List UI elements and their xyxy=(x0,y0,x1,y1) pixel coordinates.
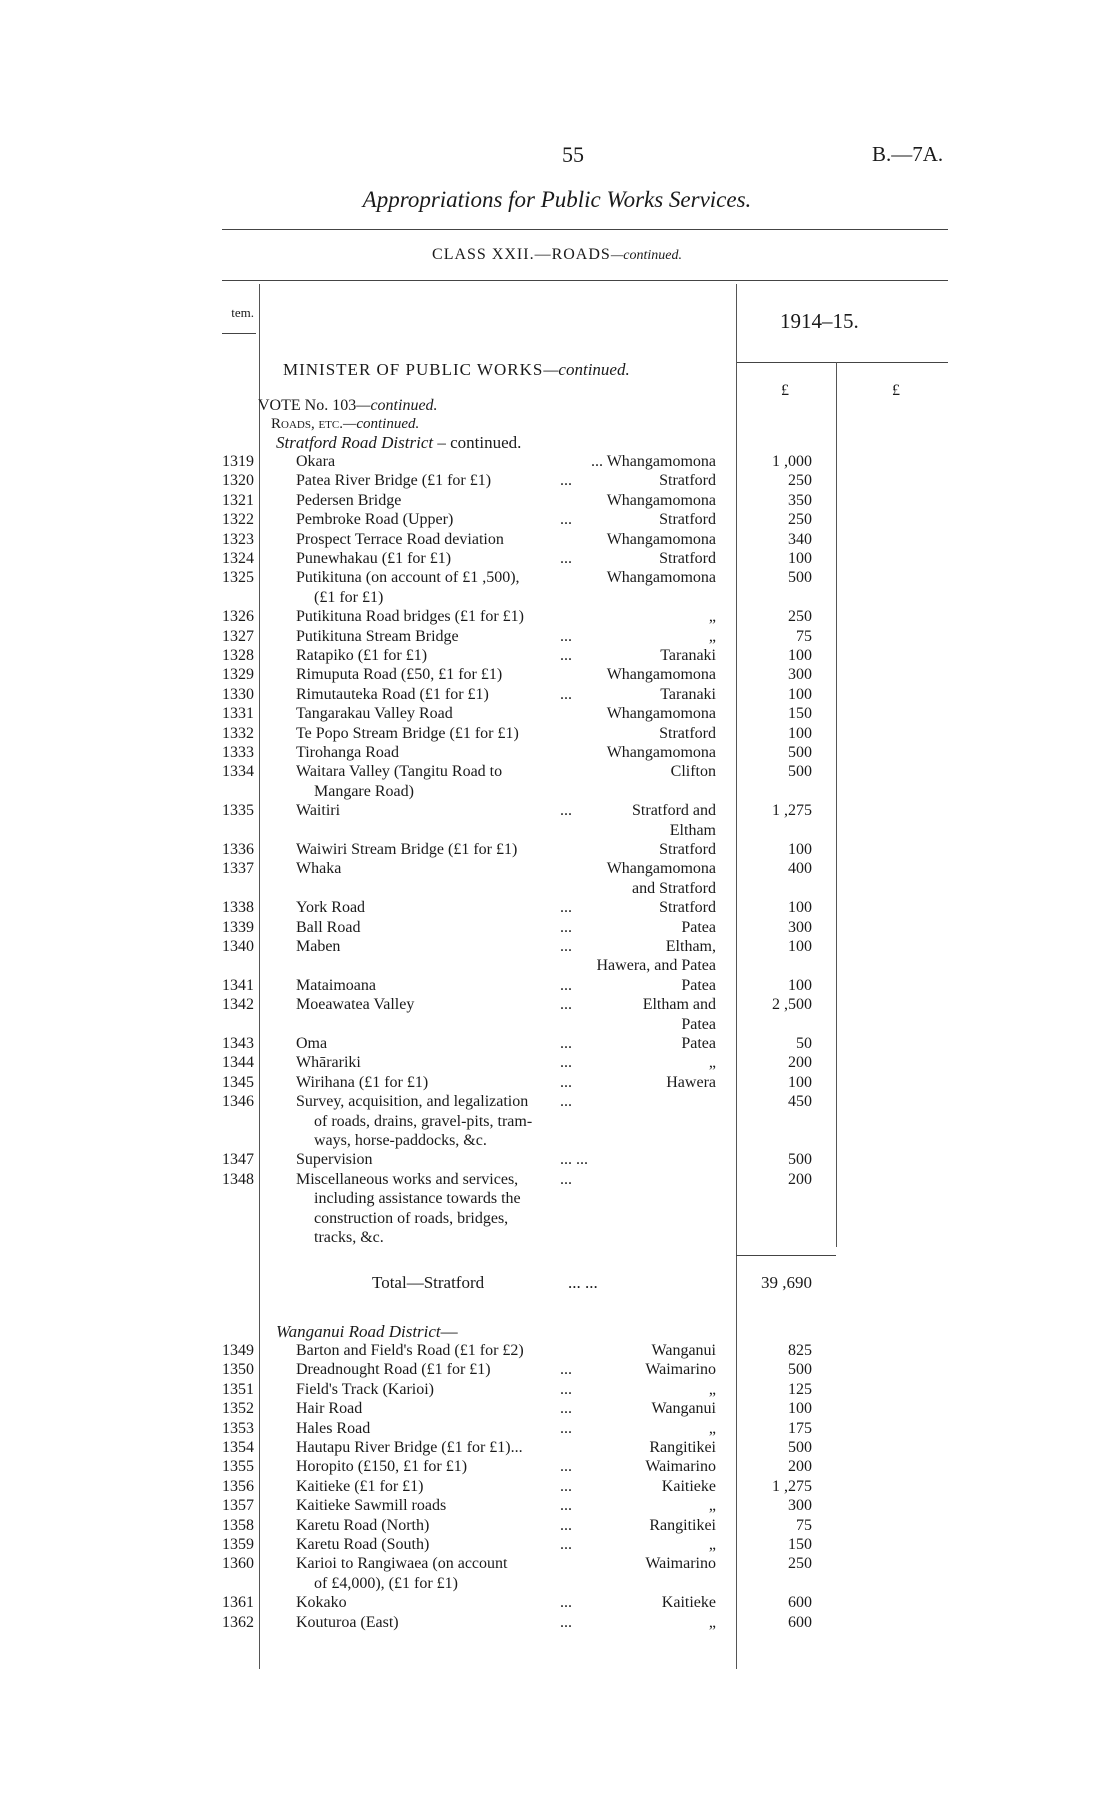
leader-dots: ... ... xyxy=(560,1151,588,1169)
item-amount: 340 xyxy=(788,530,812,548)
item-amount: 300 xyxy=(788,918,812,936)
item-name: Wirihana (£1 for £1) xyxy=(296,1073,429,1091)
item-district: Rangitikei xyxy=(649,1439,716,1456)
item-name: Karetu Road (North) xyxy=(296,1516,430,1534)
table-row xyxy=(0,1477,1114,1496)
leader-dots: ... xyxy=(560,627,572,645)
item-amount: 250 xyxy=(788,511,812,529)
item-name: Supervision xyxy=(296,1151,373,1169)
item-district: Taranaki xyxy=(660,685,716,703)
item-district: Patea xyxy=(681,918,716,936)
item-name-continued: ways, horse-paddocks, &c. xyxy=(314,1132,487,1149)
item-amount: 75 xyxy=(796,627,812,645)
table-row xyxy=(0,976,1114,995)
item-number: 1356 xyxy=(222,1477,254,1495)
item-district: Stratford xyxy=(659,472,716,490)
class-rule xyxy=(222,280,948,281)
item-amount: 2 ,500 xyxy=(772,996,812,1014)
item-amount: 500 xyxy=(788,1439,812,1456)
item-number: 1359 xyxy=(222,1536,254,1553)
item-district: Kaitieke xyxy=(661,1477,716,1495)
item-name-continued: Mangare Road) xyxy=(314,782,414,800)
table-row xyxy=(0,1399,1114,1418)
leader-dots: ... xyxy=(560,472,572,490)
item-district: ... Whangamomona xyxy=(590,453,716,470)
item-number: 1328 xyxy=(222,647,254,664)
item-name: Pedersen Bridge xyxy=(296,491,402,509)
item-district: Stratford xyxy=(659,841,716,858)
table-row xyxy=(0,995,1114,1014)
item-column-header: tem. xyxy=(231,305,254,320)
item-amount: 350 xyxy=(788,491,812,509)
item-name: Whārariki xyxy=(296,1054,361,1072)
pound-symbol-2: £ xyxy=(892,382,900,399)
item-district: Taranaki xyxy=(660,647,716,664)
table-row xyxy=(0,665,1114,684)
table-row xyxy=(0,491,1114,510)
table-row xyxy=(0,627,1114,646)
leader-dots: ... xyxy=(560,1594,572,1612)
item-district: „ xyxy=(708,627,716,645)
table-row xyxy=(0,1535,1114,1554)
item-amount: 50 xyxy=(796,1035,812,1052)
item-number: 1340 xyxy=(222,938,254,955)
item-number: 1350 xyxy=(222,1361,254,1379)
item-amount: 250 xyxy=(788,472,812,490)
table-row xyxy=(0,840,1114,859)
leader-dots: ... xyxy=(560,938,572,955)
leader-dots: ... xyxy=(560,1419,572,1437)
table-row xyxy=(0,1034,1114,1053)
item-number: 1347 xyxy=(222,1151,254,1169)
item-name: Rimutauteka Road (£1 for £1) xyxy=(296,685,489,703)
item-number: 1348 xyxy=(222,1170,254,1188)
item-district: „ xyxy=(708,1497,716,1515)
table-row xyxy=(0,1438,1114,1457)
item-name-continued: tracks, &c. xyxy=(314,1229,384,1246)
item-name: Whaka xyxy=(296,860,342,878)
wanganui-district-heading: Wanganui Road District— xyxy=(276,1322,458,1341)
item-number: 1332 xyxy=(222,724,254,742)
item-number: 1341 xyxy=(222,976,254,994)
item-number: 1360 xyxy=(222,1555,254,1573)
table-row xyxy=(0,743,1114,762)
item-amount: 150 xyxy=(788,1536,812,1553)
table-row xyxy=(0,530,1114,549)
item-name: Putikituna Road bridges (£1 for £1) xyxy=(296,608,524,626)
table-row xyxy=(0,1554,1114,1573)
table-row xyxy=(0,937,1114,956)
item-amount: 100 xyxy=(788,550,812,567)
item-district: Rangitikei xyxy=(649,1516,716,1534)
document-reference: B.—7A. xyxy=(872,142,944,166)
item-amount: 200 xyxy=(788,1054,812,1072)
table-row xyxy=(0,549,1114,568)
table-row xyxy=(0,801,1114,820)
item-name: Mataimoana xyxy=(296,976,376,994)
item-amount: 1 ,000 xyxy=(772,453,812,470)
item-district: Stratford xyxy=(659,550,716,567)
item-district: Whangamomona xyxy=(606,744,716,761)
table-row xyxy=(0,1457,1114,1476)
item-amount: 100 xyxy=(788,1073,812,1091)
item-district: Whangamomona xyxy=(606,666,716,684)
item-number: 1349 xyxy=(222,1342,254,1359)
table-row xyxy=(0,918,1114,937)
item-district: „ xyxy=(708,1380,716,1398)
leader-dots: ... xyxy=(560,1361,572,1379)
item-amount: 175 xyxy=(788,1419,812,1437)
item-name: Oma xyxy=(296,1035,328,1052)
table-row xyxy=(0,607,1114,626)
item-amount: 200 xyxy=(788,1170,812,1188)
item-amount: 1 ,275 xyxy=(772,1477,812,1495)
item-name: Tangarakau Valley Road xyxy=(296,705,453,723)
item-district: Whangamomona xyxy=(606,860,716,878)
item-name: Ball Road xyxy=(296,918,361,936)
item-amount: 300 xyxy=(788,666,812,684)
item-amount: 100 xyxy=(788,647,812,664)
item-number: 1331 xyxy=(222,705,254,723)
item-number: 1345 xyxy=(222,1073,254,1091)
item-name: Kaitieke Sawmill roads xyxy=(296,1497,447,1515)
table-row xyxy=(0,1419,1114,1438)
item-name: Waitiri xyxy=(296,802,341,820)
title-rule xyxy=(222,229,948,230)
stratford-district-heading: Stratford Road District – continued. xyxy=(276,433,522,452)
item-amount: 100 xyxy=(788,841,812,858)
item-name: Karetu Road (South) xyxy=(296,1536,430,1553)
leader-dots: ... xyxy=(560,1170,572,1188)
item-name: Punewhakau (£1 for £1) xyxy=(296,550,452,567)
page-number: 55 xyxy=(562,142,584,167)
item-number: 1319 xyxy=(222,453,254,470)
item-number: 1326 xyxy=(222,608,254,626)
leader-dots: ... xyxy=(560,1613,572,1631)
item-district: „ xyxy=(708,608,716,626)
item-amount: 100 xyxy=(788,938,812,955)
item-name: Maben xyxy=(296,938,341,955)
item-amount: 100 xyxy=(788,976,812,994)
item-amount: 100 xyxy=(788,685,812,703)
leader-dots: ... xyxy=(560,976,572,994)
item-amount: 250 xyxy=(788,1555,812,1573)
item-district-continued: Hawera, and Patea xyxy=(596,957,716,975)
stratford-total-amount: 39 ,690 xyxy=(761,1273,812,1292)
item-name-continued: of roads, drains, gravel-pits, tram- xyxy=(314,1112,533,1130)
ministry-heading: MINISTER OF PUBLIC WORKS—continued. xyxy=(283,360,630,379)
item-name: Hales Road xyxy=(296,1419,371,1437)
leader-dots: ... xyxy=(560,802,572,820)
leader-dots: ... xyxy=(560,1536,572,1553)
leader-dots: ... xyxy=(560,1073,572,1091)
item-district: Stratford xyxy=(659,511,716,529)
year-column-header: 1914–15. xyxy=(780,309,859,333)
item-number: 1354 xyxy=(222,1439,254,1456)
item-district: Whangamomona xyxy=(606,569,716,587)
item-number: 1322 xyxy=(222,511,254,529)
item-number: 1321 xyxy=(222,491,254,509)
item-district: Wanganui xyxy=(651,1342,716,1359)
stratford-total-dots: ... ... xyxy=(568,1273,598,1292)
table-row xyxy=(0,1073,1114,1092)
item-district: Patea xyxy=(681,1035,716,1052)
item-number: 1353 xyxy=(222,1419,254,1437)
leader-dots: ... xyxy=(560,685,572,703)
item-name: Waiwiri Stream Bridge (£1 for £1) xyxy=(296,841,518,858)
leader-dots: ... xyxy=(560,647,572,664)
item-name: Miscellaneous works and services, xyxy=(296,1170,519,1188)
item-amount: 300 xyxy=(788,1497,812,1515)
item-district: Patea xyxy=(681,976,716,994)
leader-dots: ... xyxy=(560,918,572,936)
table-row xyxy=(0,510,1114,529)
item-name: Survey, acquisition, and legalization xyxy=(296,1093,529,1111)
table-row xyxy=(0,1516,1114,1535)
table-row xyxy=(0,1593,1114,1612)
year-header-rule xyxy=(736,362,948,363)
item-name: Hautapu River Bridge (£1 for £1)... xyxy=(296,1439,523,1456)
item-district: Clifton xyxy=(670,763,716,781)
item-district-continued: Patea xyxy=(681,1015,716,1033)
table-row xyxy=(0,1613,1114,1632)
table-row xyxy=(0,1170,1114,1189)
leader-dots: ... xyxy=(560,550,572,567)
item-name: Waitara Valley (Tangitu Road to xyxy=(296,763,503,781)
item-number: 1361 xyxy=(222,1594,254,1612)
leader-dots: ... xyxy=(560,1458,572,1476)
item-number: 1343 xyxy=(222,1035,254,1052)
item-district: „ xyxy=(708,1536,716,1553)
item-number: 1344 xyxy=(222,1054,254,1072)
table-row xyxy=(0,471,1114,490)
item-amount: 500 xyxy=(788,1361,812,1379)
item-name: Prospect Terrace Road deviation xyxy=(296,530,504,548)
item-number: 1358 xyxy=(222,1516,254,1534)
item-district: Wanganui xyxy=(651,1400,716,1418)
table-row xyxy=(0,1092,1114,1111)
item-name: Tirohanga Road xyxy=(296,744,399,761)
item-amount: 825 xyxy=(788,1342,812,1359)
item-number: 1351 xyxy=(222,1380,254,1398)
table-row xyxy=(0,646,1114,665)
item-number: 1337 xyxy=(222,860,254,878)
table-row xyxy=(0,859,1114,878)
item-number: 1333 xyxy=(222,744,254,761)
item-amount: 150 xyxy=(788,705,812,723)
item-amount: 500 xyxy=(788,763,812,781)
table-row xyxy=(0,568,1114,587)
item-number: 1338 xyxy=(222,899,254,917)
item-amount: 200 xyxy=(788,1458,812,1476)
item-number: 1323 xyxy=(222,530,254,548)
table-row xyxy=(0,762,1114,781)
item-name-continued: of £4,000), (£1 for £1) xyxy=(314,1574,458,1592)
item-amount: 500 xyxy=(788,569,812,587)
table-row xyxy=(0,1053,1114,1072)
stratford-total-label: Total—Stratford xyxy=(372,1273,485,1292)
item-name: Putikituna Stream Bridge xyxy=(296,627,459,645)
item-district: „ xyxy=(708,1419,716,1437)
item-district-continued: and Stratford xyxy=(632,879,716,897)
item-number: 1342 xyxy=(222,996,254,1014)
vote-heading: VOTE No. 103—continued. xyxy=(258,397,438,414)
item-number: 1325 xyxy=(222,569,254,587)
table-row xyxy=(0,1496,1114,1515)
table-row xyxy=(0,1341,1114,1360)
item-district: Kaitieke xyxy=(661,1594,716,1612)
item-number: 1324 xyxy=(222,550,254,567)
leader-dots: ... xyxy=(560,1497,572,1515)
item-amount: 250 xyxy=(788,608,812,626)
item-name: Okara xyxy=(296,453,336,470)
item-number: 1320 xyxy=(222,472,254,490)
item-name: Karioi to Rangiwaea (on account xyxy=(296,1555,508,1573)
item-header-rule xyxy=(222,333,256,334)
item-district: Waimarino xyxy=(645,1458,716,1476)
leader-dots: ... xyxy=(560,1035,572,1052)
item-number: 1339 xyxy=(222,918,254,936)
item-district-continued: Eltham xyxy=(669,821,716,839)
item-amount: 450 xyxy=(788,1093,812,1111)
item-number: 1357 xyxy=(222,1497,254,1515)
item-amount: 100 xyxy=(788,724,812,742)
item-name: Kouturoa (East) xyxy=(296,1613,399,1631)
class-heading: CLASS XXII.—ROADS—continued. xyxy=(432,246,682,263)
item-name: Rimuputa Road (£50, £1 for £1) xyxy=(296,666,503,684)
item-number: 1327 xyxy=(222,627,254,645)
item-amount: 400 xyxy=(788,860,812,878)
leader-dots: ... xyxy=(560,1400,572,1418)
item-district: Waimarino xyxy=(645,1361,716,1379)
item-number: 1352 xyxy=(222,1400,254,1418)
item-district: Stratford and xyxy=(632,802,716,820)
item-amount: 125 xyxy=(788,1380,812,1398)
item-district: Waimarino xyxy=(645,1555,716,1573)
leader-dots: ... xyxy=(560,1093,572,1111)
item-district: „ xyxy=(708,1054,716,1072)
item-number: 1362 xyxy=(222,1613,254,1631)
item-name: Kokako xyxy=(296,1594,347,1612)
item-amount: 1 ,275 xyxy=(772,802,812,820)
item-number: 1336 xyxy=(222,841,254,858)
item-amount: 500 xyxy=(788,744,812,761)
table-row xyxy=(0,1150,1114,1169)
item-amount: 600 xyxy=(788,1594,812,1612)
item-district: Eltham and xyxy=(642,996,716,1014)
table-row xyxy=(0,685,1114,704)
leader-dots: ... xyxy=(560,899,572,917)
item-name: Horopito (£150, £1 for £1) xyxy=(296,1458,468,1476)
item-amount: 100 xyxy=(788,899,812,917)
item-district: Eltham, xyxy=(665,938,716,955)
item-amount: 500 xyxy=(788,1151,812,1169)
item-district: Stratford xyxy=(659,899,716,917)
item-district: Whangamomona xyxy=(606,705,716,723)
item-district: Hawera xyxy=(666,1073,716,1091)
item-number: 1334 xyxy=(222,763,254,781)
item-name: Ratapiko (£1 for £1) xyxy=(296,647,428,664)
total-rule xyxy=(736,1255,836,1256)
page-title: Appropriations for Public Works Services. xyxy=(362,187,752,212)
item-name: Dreadnought Road (£1 for £1) xyxy=(296,1361,491,1379)
pound-symbol-1: £ xyxy=(781,382,789,399)
item-name: Barton and Field's Road (£1 for £2) xyxy=(296,1342,524,1359)
item-name: Field's Track (Karioi) xyxy=(296,1380,434,1398)
item-name-continued: including assistance towards the xyxy=(314,1190,521,1208)
item-amount: 75 xyxy=(796,1516,812,1534)
leader-dots: ... xyxy=(560,1054,572,1072)
item-district: Stratford xyxy=(659,724,716,742)
item-name: Moeawatea Valley xyxy=(296,996,415,1014)
leader-dots: ... xyxy=(560,1380,572,1398)
item-number: 1330 xyxy=(222,685,254,703)
item-name: York Road xyxy=(296,899,366,917)
leader-dots: ... xyxy=(560,996,572,1014)
item-name: Hair Road xyxy=(296,1400,363,1418)
item-number: 1329 xyxy=(222,666,254,684)
table-row xyxy=(0,898,1114,917)
table-row xyxy=(0,704,1114,723)
item-name: Pembroke Road (Upper) xyxy=(296,511,454,529)
leader-dots: ... xyxy=(560,511,572,529)
item-name: Te Popo Stream Bridge (£1 for £1) xyxy=(296,724,519,742)
table-row xyxy=(0,1360,1114,1379)
item-name-continued: construction of roads, bridges, xyxy=(314,1209,509,1227)
item-number: 1335 xyxy=(222,802,254,820)
item-name: Patea River Bridge (£1 for £1) xyxy=(296,472,492,490)
table-row xyxy=(0,452,1114,471)
item-name-continued: (£1 for £1) xyxy=(314,588,384,606)
item-name: Kaitieke (£1 for £1) xyxy=(296,1477,424,1495)
item-name: Putikituna (on account of £1 ,500), xyxy=(296,569,520,587)
item-amount: 600 xyxy=(788,1613,812,1631)
table-row xyxy=(0,724,1114,743)
item-amount: 100 xyxy=(788,1400,812,1418)
item-number: 1346 xyxy=(222,1093,254,1111)
table-row xyxy=(0,1380,1114,1399)
leader-dots: ... xyxy=(560,1477,572,1495)
item-district: Whangamomona xyxy=(606,530,716,548)
item-number: 1355 xyxy=(222,1458,254,1476)
roads-heading: Roads, etc.—continued. xyxy=(271,416,420,432)
item-district: Whangamomona xyxy=(606,491,716,509)
item-district: „ xyxy=(708,1613,716,1631)
leader-dots: ... xyxy=(560,1516,572,1534)
